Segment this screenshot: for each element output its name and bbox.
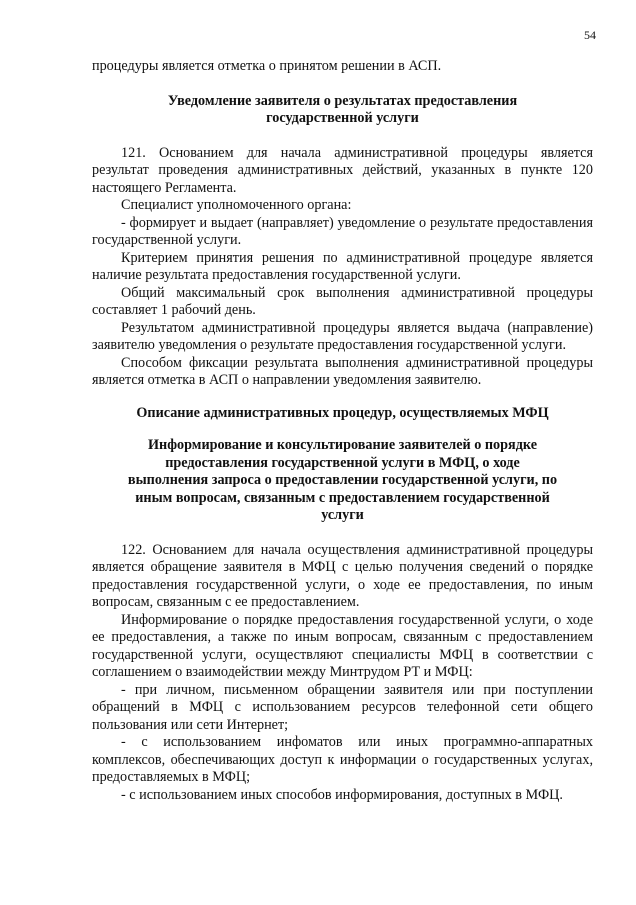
section-heading: Информирование и консультирование заявителей о порядке предоставления государственной услуги в МФЦ, о ходе выполнения запроса о предоставлении государственной услуги, по иным вопросам, связанным с предоставлением государственной услуги: [127, 437, 558, 523]
section-heading: Уведомление заявителя о результатах предоставления государственной услуги: [167, 92, 518, 126]
paragraph: - формирует и выдает (направляет) уведомление о результате предоставления государственной услуги.: [92, 214, 593, 248]
section-heading: Описание административных процедур, осуществляемых МФЦ: [136, 404, 549, 421]
paragraph: - с использованием иных способов информирования, доступных в МФЦ.: [121, 786, 563, 803]
document-body: [92, 58, 593, 804]
paragraph: - с использованием инфоматов или иных программно-аппаратных комплексов, обеспечивающих доступ к информации о государственных услугах, предоставляемых в МФЦ;: [92, 734, 593, 785]
paragraph: процедуры является отметка о принятом решении в АСП.: [92, 58, 442, 74]
paragraph: Способом фиксации результата выполнения административной процедуры является отметка в АСП о направлении уведомления заявителю.: [92, 354, 593, 388]
paragraph: Информирование о порядке предоставления государственной услуги, о ходе ее предоставления, а также по иным вопросам, связанным с предоставлением государственной услуги, осуществляют специалисты МФЦ в соответствии с соглашением о взаимодействии между Минтрудом РТ и МФЦ:: [92, 611, 593, 680]
paragraph: Результатом административной процедуры является выдача (направление) заявителю уведомления о результате предоставления государственной услуги.: [92, 319, 593, 353]
paragraph: 121. Основанием для начала административной процедуры является результат проведения административных действий, указанных в пункте 120 настоящего Регламента.: [92, 144, 593, 196]
paragraph: - при личном, письменном обращении заявителя или при поступлении обращений в МФЦ с использованием ресурсов телефонной сети общего пользования или сети Интернет;: [92, 681, 593, 733]
paragraph: Специалист уполномоченного органа:: [121, 197, 352, 213]
page-number: 54: [584, 28, 596, 42]
paragraph: 122. Основанием для начала осуществления административной процедуры является обращение заявителя в МФЦ с целью получения сведений о порядке предоставления государственной услуги, о ходе ее предоставления, по иным вопросам, связанным с ее предоставлением.: [92, 541, 593, 610]
paragraph: Критерием принятия решения по административной процедуре является наличие результата предоставления государственной услуги.: [92, 249, 593, 283]
paragraph: Общий максимальный срок выполнения административной процедуры составляет 1 рабочий день.: [92, 284, 593, 318]
